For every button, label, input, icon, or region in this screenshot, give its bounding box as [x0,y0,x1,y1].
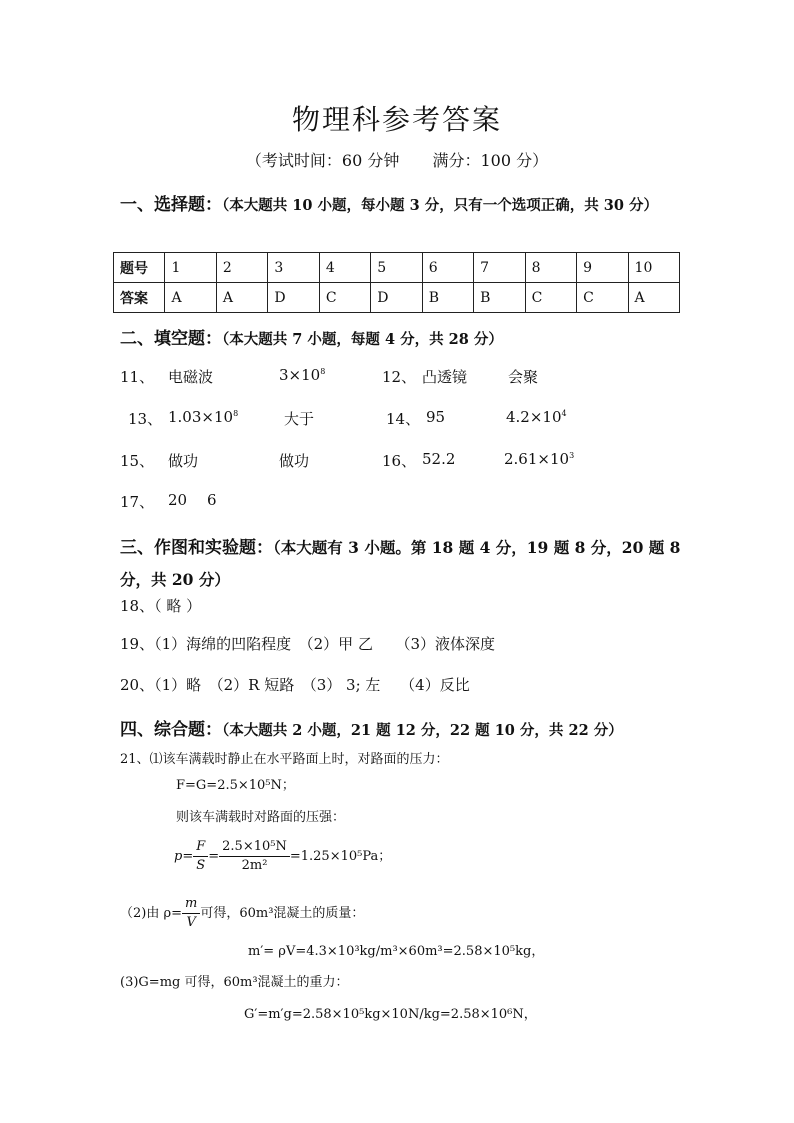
question-number: 6 [422,253,473,283]
pressure-result: =1.25×10⁵Pa； [289,849,392,864]
answer-cell: B [474,283,525,313]
q17-number: 17、 [120,493,155,511]
q16-answer1: 52.2 [422,450,456,468]
q21-pressure-formula: p= $\frac{F}{S}$ = $\frac{\text{2.5×10⁵N}}{\text{2m²}}$ =1.25×10⁵Pa； [174,839,392,873]
question-number: 2 [216,253,267,283]
fraction-numerator: 2.5×10⁵N [219,838,290,857]
q11-answer1: 电磁波 [168,368,214,386]
exam-score: 满分：100 分） [432,151,549,170]
q14-number: 14、 [386,410,421,428]
q12-number: 12、 [382,368,417,386]
question-number: 1 [165,253,216,283]
q16-answer2-exp: 3 [569,451,575,460]
fraction-denominator: 2m² [241,858,268,873]
fraction-m-over-v [182,895,200,932]
fraction-value [219,838,290,875]
q13-answer1-exp: 8 [233,409,239,418]
q13-answer1-base: 1.03×10 [168,408,234,426]
q21-force: F=G=2.5×10⁵N； [176,778,295,793]
q13-number: 13、 [128,410,163,428]
q20-answer: 20、（1）略 （2）R 短路 （3） 3; 左 （4）反比 [120,676,470,694]
section3-note: （本大题有 3 小题。第 18 题 4 分，19 题 8 分，20 题 8 分，共 20 分） [120,538,681,589]
answer-cell: B [422,283,473,313]
q14-answer2-exp: 4 [561,409,567,418]
question-row [114,253,680,283]
q11-answer2-exp: 8 [320,367,326,376]
section1-note: （本大题共 10 小题，每小题 3 分，只有一个选项正确，共 30 分） [222,197,658,214]
density-formula-suffix: 可得，60m³混凝土的质量： [200,906,365,921]
section4-title: 四、综合题： [120,720,222,740]
page-title: 物理科参考答案 [291,103,502,136]
q15-answer2: 做功 [279,452,310,470]
section4-heading [120,715,623,740]
answer-cell: D [268,283,319,313]
q11-answer2-base: 3×10 [279,366,321,384]
q16-answer2 [504,450,574,468]
q16-answer2-base: 2.61×10 [504,450,570,468]
fraction-numerator: m [182,895,200,914]
q21-gravity-calc: G′=m′g=2.58×10⁵kg×10N/kg=2.58×10⁶N， [244,1007,537,1022]
density-formula-prefix: （2)由 ρ= [120,906,183,921]
q16-number: 16、 [382,452,417,470]
q14-answer1: 95 [426,408,446,426]
fraction-denominator: S [196,858,206,873]
answer-row [114,283,680,313]
q13-answer2: 大于 [284,410,315,428]
pressure-lhs: p= [174,849,194,864]
question-number: 10 [628,253,679,283]
q12-answer2: 会聚 [508,368,539,386]
section3-heading [120,532,685,596]
q14-answer2-base: 4.2×10 [506,408,562,426]
fraction-numerator: F [193,838,208,857]
q11-answer2 [279,366,325,384]
exam-time: （考试时间：60 分钟 [245,151,400,170]
q15-number: 15、 [120,452,155,470]
q19-answer: 19、（1）海绵的凹陷程度 （2）甲 乙 （3）液体深度 [120,635,495,653]
q14-answer2 [506,408,567,426]
exam-info [0,148,794,171]
section2-heading [120,324,503,349]
answer-cell: C [319,283,370,313]
question-row-label: 题号 [114,253,165,283]
q13-answer1 [168,408,238,426]
answer-cell: A [628,283,679,313]
q11-number: 11、 [120,368,155,386]
fraction-denominator: V [186,915,196,930]
section2-note: （本大题共 7 小题，每题 4 分，共 28 分） [222,331,503,348]
answer-cell: A [165,283,216,313]
question-number: 8 [525,253,576,283]
answer-cell: A [216,283,267,313]
q18-answer: 18、（ 略 ） [120,597,202,615]
question-number: 4 [319,253,370,283]
q17-answer1: 20 [168,491,188,509]
q21-mass-calc: m′= ρV=4.3×10³kg/m³×60m³=2.58×10⁵kg， [248,944,545,959]
question-number: 9 [577,253,628,283]
answer-row-label: 答案 [114,283,165,313]
answer-cell: C [525,283,576,313]
fraction-f-over-s [193,838,208,875]
q21-intro: 21、⑴该车满载时静止在水平路面上时，对路面的压力： [120,752,449,767]
q21-part2-intro [120,895,364,932]
section2-title: 二、填空题： [120,329,222,349]
answer-cell: C [577,283,628,313]
q12-answer1: 凸透镜 [422,368,468,386]
question-number: 3 [268,253,319,283]
q21-part3-intro: (3)G=mg 可得，60m³混凝土的重力： [120,975,349,990]
answer-cell: D [371,283,422,313]
choice-answer-table [113,252,680,313]
q21-pressure-intro: 则该车满载时对路面的压强： [176,810,346,825]
q15-answer1: 做功 [168,452,199,470]
question-number: 7 [474,253,525,283]
section1-title: 一、选择题： [120,195,222,215]
q17-answer2: 6 [207,491,217,509]
question-number: 5 [371,253,422,283]
section3-title: 三、作图和实验题： [120,538,273,558]
section4-note: （本大题共 2 小题，21 题 12 分，22 题 10 分，共 22 分） [222,722,623,739]
section1-heading [120,190,680,221]
